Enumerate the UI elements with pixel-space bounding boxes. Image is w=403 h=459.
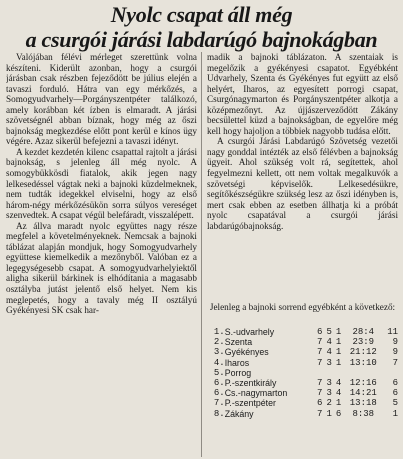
standings-l: 4 (335, 378, 342, 389)
standings-team: Iharos (224, 357, 250, 368)
standings-pts: 6 (392, 378, 398, 389)
table-row (210, 388, 398, 398)
standings-w: 7 (317, 347, 323, 358)
standings-l (334, 368, 343, 378)
standings-l: 1 (335, 337, 342, 348)
standings-pts: 7 (392, 357, 398, 368)
standings-goals: 13:18 (349, 398, 377, 409)
standings-rank: 4. (213, 357, 225, 368)
standings-team: Porrog (224, 367, 252, 378)
table-row (210, 368, 398, 378)
paragraph: Valójában félévi mérleget szerettünk volna készíteni. Kiderült azonban, hogy a csurgói járásban csak részben fejeződött be július elején a tavaszi forduló. Hátra van egy mérkőzés, a Somogyudvarhely—Porgányszentpéter találkozó, amely korábban két ízben is elmaradt. A járási szövetségnél abban bíznak, hogy még az őszi bajnokság megkezdése előtt pont kerül e kínos ügy végére. Azaz sikerül befejezni a tavaszi idényt. (6, 52, 197, 147)
standings-l: 1 (335, 357, 342, 368)
table-row (210, 398, 398, 408)
standings-w: 7 (317, 378, 323, 389)
standings-pts: 5 (392, 398, 398, 409)
standings-d: 3 (326, 388, 332, 399)
paragraph: A kezdet kezdetén kilenc csapattal rajtolt a járási bajnokság, s jelenleg áll még nyolc. A somogybükkösdi fiatalok, akik jegen nagy lelkesedéssel vágtak neki a bajnoki küzdelmeknek, nem tudták idegekkel elviselni, hogy az első három-négy mérkőzésükön sorra súlyos vereséget szenvedtek. A csapat végül belefáradt, visszalépett. (6, 146, 197, 221)
table-row (210, 337, 398, 347)
table-row (210, 327, 398, 337)
standings-goals: 21:12 (349, 347, 377, 358)
standings-l: 4 (335, 388, 342, 399)
standings-pts: 6 (392, 388, 398, 399)
standings-table (210, 327, 398, 419)
standings-team: Szenta (224, 337, 253, 348)
standings-rank: 7. (213, 398, 225, 409)
standings-d: 2 (326, 398, 332, 409)
standings-w: 7 (317, 337, 323, 348)
standings-d: 3 (326, 378, 332, 389)
headline-line-2: a csurgói járási labdarúgó bajnokágban (25, 27, 378, 52)
headline (0, 2, 403, 52)
left-column (6, 52, 197, 457)
standings-w: 7 (317, 408, 323, 419)
standings-rank: 6. (213, 388, 225, 399)
standings-rank: 6. (213, 378, 225, 389)
standings-goals (343, 368, 383, 378)
standings-rank: 1. (213, 327, 225, 337)
standings-team: Zákány (224, 408, 254, 419)
standings-team: Cs.-nagymarton (224, 388, 288, 399)
standings-goals: 13:10 (349, 357, 377, 368)
standings-d: 1 (326, 408, 332, 419)
standings-l: 1 (335, 347, 342, 358)
standings-pts: 9 (392, 347, 398, 358)
standings-l: 6 (335, 408, 342, 419)
standings-w: 7 (317, 357, 323, 368)
table-row (210, 409, 398, 419)
standings-team: S.-udvarhely (224, 327, 275, 337)
standings-pts: 9 (392, 337, 398, 348)
standings-pts: 1 (392, 408, 398, 419)
table-row (210, 378, 398, 388)
paragraph: madik a bajnoki táblázaton. A szentaiak is megelőzik a gyékényesi csapatot. Egyébként Udvarhely, Szenta és Gyékényes fut együtt az első helyért, Iharos, az egyesített porrogi csapat, Csurgónagymarton és Porgányszentpéter alkotja a középmezőnyt. Az újjászerveződött Zákány becsülettel küzd a bajnokságban, de egyelőre még kell hogy hajoljon a többiek nagyobb tudása előtt. (207, 52, 398, 136)
standings-goals: 23:9 (352, 337, 375, 348)
standings-intro: Jelenleg a bajnoki sorrend egyébként a következő: (209, 302, 396, 312)
standings-rank: 3. (213, 347, 225, 358)
standings-d: 3 (326, 357, 332, 368)
standings-goals: 12:16 (349, 378, 377, 389)
standings-w: 6 (317, 398, 323, 409)
standings-team: P.-szentpéter (224, 398, 276, 409)
standings-d: 5 (326, 327, 332, 337)
table-row (210, 347, 398, 357)
standings-pts: 11 (387, 327, 398, 337)
paragraph: Az állva maradt nyolc együttes nagy része megfelel a követelményeknek. Nemcsak a bajnoki táblázat alapján mondjuk, hogy Somogyudvarhely együttese kiemelkedik a mezőnyből. Valóban ez a legegységesebb csapat. A somogyudvarhelyiektől aligha sikerül bárkinek is elhódítania a magasabb osztályba jutást jelentő első helyet. Nem kis meglepetés, hogy a tavaly még II osztályú Gyékényesi SK csak har- (6, 220, 197, 316)
standings-w: 6 (317, 327, 323, 337)
standings-team: P.-szentkirály (224, 378, 277, 389)
standings-d: 4 (326, 347, 332, 358)
headline-line-1: Nyolc csapat áll még (110, 2, 293, 27)
standings-d: 4 (326, 337, 332, 348)
standings-rank: 2. (213, 337, 225, 348)
standings-rank: 5. (213, 367, 225, 378)
column-divider (201, 52, 202, 457)
table-row (210, 358, 398, 368)
right-column (207, 52, 398, 300)
standings-goals: 28:4 (352, 327, 375, 337)
standings-rank: 8. (213, 408, 225, 419)
standings-goals: 14:21 (349, 388, 377, 399)
standings-l: 1 (335, 398, 342, 409)
standings-d (324, 368, 333, 378)
standings-w: 7 (317, 388, 323, 399)
standings-w (315, 368, 324, 378)
standings-l: 1 (335, 327, 342, 337)
standings-pts (383, 368, 398, 378)
standings-team: Gyékényes (224, 347, 269, 358)
paragraph: A csurgói Járási Labdarúgó Szövetség vezetői nagy gonddal intézték az első félévben a bajnokság ügyeit. Ahol szükség volt rá, segítettek, ahol fegyelmezni kellett, ott nem voltak megalkuvók a szövetségi képviselők. Lelkesedésükre, segítőkészségükre szükség lesz az őszi idényben is, mert csak ebben az esetben állhatja ki a próbát nyolc csapatával a csurgói járási labdarúgóbajnokság. (207, 136, 398, 231)
standings-goals: 8:38 (352, 408, 375, 419)
